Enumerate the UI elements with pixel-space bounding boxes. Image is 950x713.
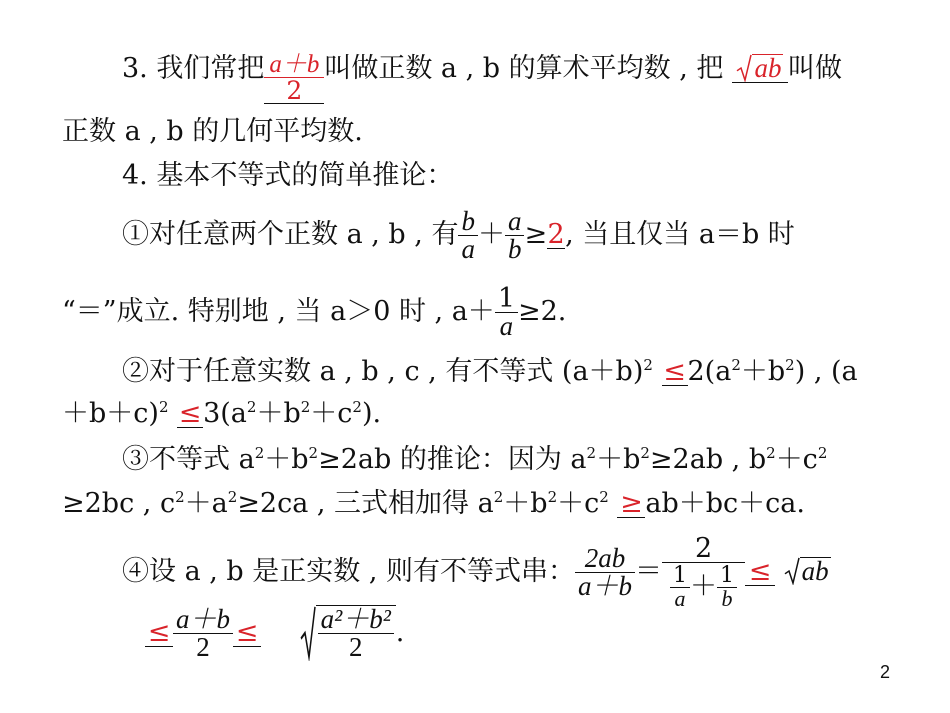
r1-answer: 2 (547, 219, 565, 250)
r1-prefix: ①对任意两个正数 a , b , 有 (122, 219, 459, 250)
exponent: 2 (308, 444, 319, 462)
sqrt-body: ab (754, 53, 782, 83)
exponent: 2 (300, 398, 311, 416)
item3-line1 (122, 52, 842, 104)
item3-answer-sqrt (732, 54, 788, 83)
item3-line2: 正数 a , b 的几何平均数. (62, 116, 363, 147)
r2-answer2: ≤ (178, 398, 202, 429)
r3-p3: ≥2ab 的推论：因为 a (318, 444, 587, 475)
item3-frac-num: a＋b (269, 51, 320, 78)
r3-p2: ＋b (264, 444, 309, 475)
exponent: 2 (731, 356, 741, 374)
r3-line2-b: ＋a (184, 488, 228, 519)
r3-line2-e: ＋c (557, 488, 600, 519)
r2-line2-c: ＋c (310, 398, 353, 429)
item3-answer-fraction (264, 52, 324, 104)
result2-line1 (122, 358, 858, 386)
r2-line2-end: ). (361, 398, 382, 429)
exponent: 2 (352, 398, 362, 416)
exponent: 2 (599, 488, 609, 506)
frac-den: 2 (173, 633, 233, 661)
frac-den: a (495, 312, 518, 340)
r3-p4: ＋b (596, 444, 641, 475)
plus-sign: ＋ (690, 571, 718, 602)
r3-line2-end: ab＋bc＋ca. (645, 488, 805, 519)
r4-sqrt2 (300, 605, 396, 661)
frac-num: 1 (720, 563, 735, 588)
r3-answer: ≥ (617, 490, 645, 518)
r2-mid3: ) , (a (794, 356, 858, 387)
r4-frac2-a (670, 565, 690, 610)
result3-line2 (62, 490, 805, 518)
r1-line2-prefix: “＝”成立. 特别地 , 当 a＞0 时 , a＋ (62, 296, 495, 327)
r4-frac1 (575, 545, 635, 600)
geq-sign: ≥ (524, 219, 548, 250)
equals-sign: ＝ (635, 556, 663, 587)
result3-line1 (122, 446, 827, 473)
frac-num: 1 (673, 563, 688, 588)
exponent: 2 (158, 398, 169, 416)
r2-prefix: ②对于任意实数 a , b , c , 有不等式 (a＋b) (122, 356, 644, 387)
radical-icon (736, 54, 752, 82)
r2-mid: 2(a (687, 356, 732, 387)
exponent: 2 (643, 356, 653, 374)
r4-answer2: ≤ (145, 619, 173, 647)
r4-frac2 (662, 535, 745, 610)
r3-line2-a: ≥2bc , c (62, 488, 176, 519)
item3-frac-den: 2 (264, 77, 324, 103)
plus-sign: ＋ (477, 219, 505, 250)
r4-answer3: ≤ (233, 619, 261, 647)
r4-prefix: ④设 a , b 是正实数 , 则有不等式串： (122, 556, 576, 587)
sqrt-body: ab (801, 556, 829, 586)
period: . (395, 617, 405, 648)
r1-line2-suffix: ≥2. (518, 296, 567, 327)
sqrt-body (316, 605, 396, 661)
r2-line2-prefix: ＋b＋c) (62, 398, 159, 429)
frac-num: 2ab (584, 543, 626, 573)
exponent: 2 (785, 356, 795, 374)
frac-num: a²＋b² (320, 604, 391, 634)
exponent: 2 (586, 444, 597, 462)
r2-line2-b: ＋b (256, 398, 301, 429)
r4-frac3 (173, 606, 233, 661)
item3-suffix: 叫做 (787, 53, 842, 84)
frac-den: b (505, 235, 525, 263)
frac-den: b (717, 587, 737, 610)
r3-line2-c: ≥2ca , 三式相加得 a (237, 488, 494, 519)
r3-p6: ＋c (775, 444, 818, 475)
result2-line2 (62, 400, 381, 428)
result1-line1 (122, 208, 795, 263)
frac-den: a (670, 587, 690, 610)
r3-line2-d: ＋b (503, 488, 548, 519)
sqrt-ab (736, 54, 783, 82)
r3-prefix: ③不等式 a (122, 444, 255, 475)
exponent: 2 (227, 488, 238, 506)
frac-num: 2 (694, 533, 713, 564)
r2-answer: ≤ (663, 356, 686, 387)
r3-p5: ≥2ab , b (649, 444, 767, 475)
r4-answer1: ≤ (745, 558, 775, 586)
exponent: 2 (254, 444, 265, 462)
exponent: 2 (547, 488, 558, 506)
r4-sqrt1 (784, 557, 831, 585)
frac-den: 2 (318, 633, 394, 661)
r4-sqrt2-frac (318, 606, 394, 661)
exponent: 2 (766, 444, 776, 462)
frac-num: 1 (497, 283, 515, 314)
item3-prefix: 3. 我们常把 (122, 53, 265, 84)
exponent: 2 (493, 488, 504, 506)
frac-num: a (507, 206, 522, 236)
frac-den: a (458, 235, 478, 263)
frac-num: b (461, 206, 475, 236)
radical-icon (300, 605, 316, 661)
frac-num: a＋b (176, 604, 230, 634)
r1-frac1 (458, 208, 478, 263)
r2-line2-mid: 3(a (203, 398, 247, 429)
frac-den: a＋b (575, 572, 635, 600)
r1-frac3 (495, 285, 518, 340)
item3-mid: 叫做正数 a , b 的算术平均数 , 把 (324, 53, 724, 84)
result4-line2 (145, 605, 404, 661)
radical-icon (784, 557, 800, 585)
exponent: 2 (817, 444, 828, 462)
exponent: 2 (640, 444, 650, 462)
result4-line1 (122, 535, 831, 610)
r2-mid2: ＋b (740, 356, 786, 387)
r1-frac2 (505, 208, 525, 263)
item4-heading: 4. 基本不等式的简单推论： (122, 160, 454, 191)
r1-suffix: , 当且仅当 a＝b 时 (565, 219, 795, 250)
r4-frac2-b (717, 565, 737, 610)
result1-line2 (62, 285, 566, 340)
page-number: 2 (879, 662, 890, 682)
frac-den (662, 562, 745, 610)
exponent: 2 (246, 398, 257, 416)
exponent: 2 (175, 488, 185, 506)
